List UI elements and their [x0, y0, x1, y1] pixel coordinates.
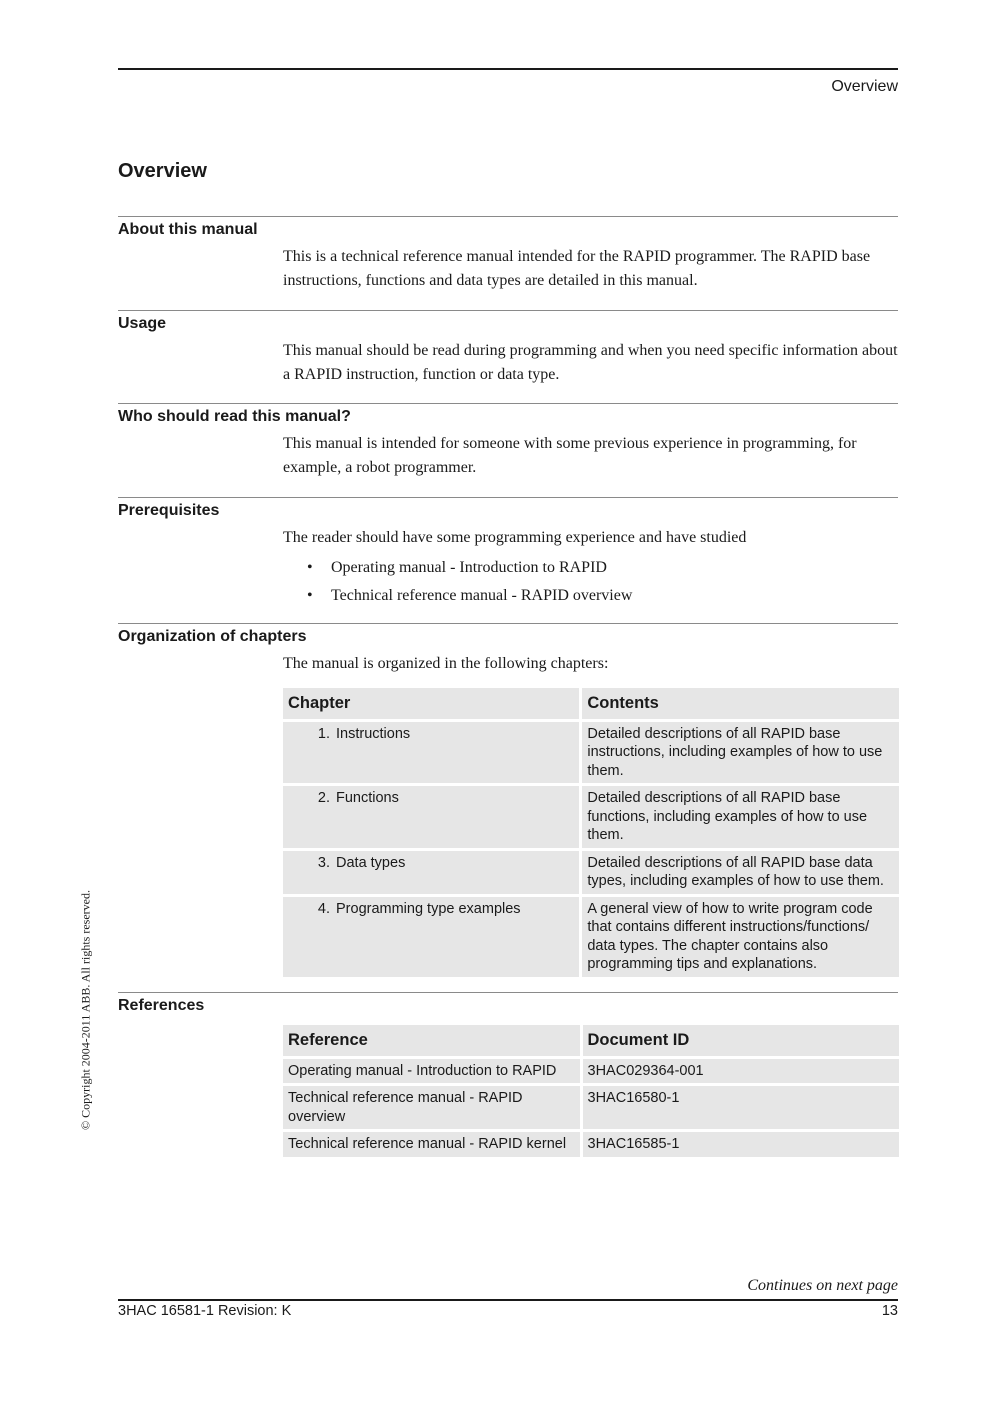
chapter-number: 4. [317, 900, 330, 917]
reference-cell: Operating manual - Introduction to RAPID [283, 1059, 580, 1084]
page-title: Overview [118, 160, 207, 182]
table-row [283, 1059, 899, 1084]
bullet-icon: • [307, 558, 313, 576]
column-header-contents: Contents [582, 688, 899, 719]
chapter-name: Instructions [336, 725, 411, 742]
section-heading: Who should read this manual? [118, 408, 351, 425]
document-id-cell: 3HAC16580-1 [583, 1086, 899, 1129]
section-text: The manual is organized in the following chapters: [283, 655, 609, 672]
table-row [283, 851, 899, 894]
section-text: This manual should be read during programming and when you need specific information about a RAPID instruction, function or data type. [283, 342, 898, 383]
table-row [283, 786, 899, 848]
chapter-cell [283, 722, 579, 784]
footer-rule [118, 1299, 898, 1301]
chapter-name: Functions [336, 790, 399, 806]
list-item [283, 582, 898, 610]
section-who [118, 403, 898, 479]
bullet-icon: • [307, 586, 313, 604]
list-item-text: Operating manual - Introduction to RAPID [331, 558, 607, 576]
section-about [118, 216, 898, 292]
prerequisite-list [283, 554, 898, 610]
table-row [283, 897, 899, 977]
chapter-cell [283, 786, 579, 848]
section-usage [118, 310, 898, 386]
section-references [118, 992, 898, 1015]
list-item-text: Technical reference manual - RAPID overview [331, 586, 633, 604]
page-number: 13 [881, 1303, 898, 1319]
document-number: 3HAC 16581-1 Revision: K [118, 1303, 292, 1319]
chapter-name: Data types [336, 854, 406, 871]
continues-note: Continues on next page [747, 1277, 898, 1294]
section-heading: Organization of chapters [118, 628, 307, 645]
list-item [283, 554, 898, 582]
table-row [283, 1086, 899, 1129]
reference-cell: Technical reference manual - RAPID overview [283, 1086, 580, 1129]
column-header-reference: Reference [283, 1025, 580, 1056]
references-table [280, 1022, 902, 1160]
chapter-number: 1. [317, 725, 330, 742]
table-header-row [283, 1025, 899, 1056]
header-rule [118, 68, 898, 70]
chapter-cell [283, 897, 579, 977]
running-header: Overview [831, 78, 898, 95]
chapter-number: 2. [317, 790, 330, 806]
section-heading: Prerequisites [118, 502, 220, 519]
chapter-cell [283, 851, 579, 894]
contents-cell: Detailed descriptions of all RAPID base instructions, including examples of how to use them. [582, 722, 899, 784]
table-row [283, 1132, 899, 1157]
chapter-number: 3. [317, 854, 330, 871]
section-heading: Usage [118, 315, 167, 332]
section-prerequisites [118, 497, 898, 610]
copyright-notice: © Copyright 2004-2011 ABB. All rights reserved. [78, 890, 93, 1130]
section-heading: About this manual [118, 221, 258, 238]
contents-cell: Detailed descriptions of all RAPID base data types, including examples of how to use them. [582, 851, 899, 894]
contents-cell: Detailed descriptions of all RAPID base functions, including examples of how to use them. [582, 786, 899, 848]
chapter-name: Programming type examples [336, 900, 521, 917]
contents-cell: A general view of how to write program code that contains different instructions/functions/ data types. The chapter contains also programming tips and explanations. [582, 897, 899, 977]
section-organization [118, 623, 898, 676]
section-heading: References [118, 997, 205, 1014]
section-text: The reader should have some programming experience and have studied [283, 529, 747, 546]
section-text: This manual is intended for someone with some previous experience in programming, for example, a robot programmer. [283, 435, 857, 476]
column-header-document-id: Document ID [583, 1025, 899, 1056]
document-id-cell: 3HAC029364-001 [583, 1059, 899, 1084]
column-header-chapter: Chapter [283, 688, 579, 719]
document-id-cell: 3HAC16585-1 [583, 1132, 899, 1157]
table-row [283, 722, 899, 784]
table-header-row [283, 688, 899, 719]
section-text: This is a technical reference manual intended for the RAPID programmer. The RAPID base instructions, functions and data types are detailed in this manual. [283, 248, 871, 289]
reference-cell: Technical reference manual - RAPID kernel [283, 1132, 580, 1157]
chapters-table [280, 685, 902, 980]
